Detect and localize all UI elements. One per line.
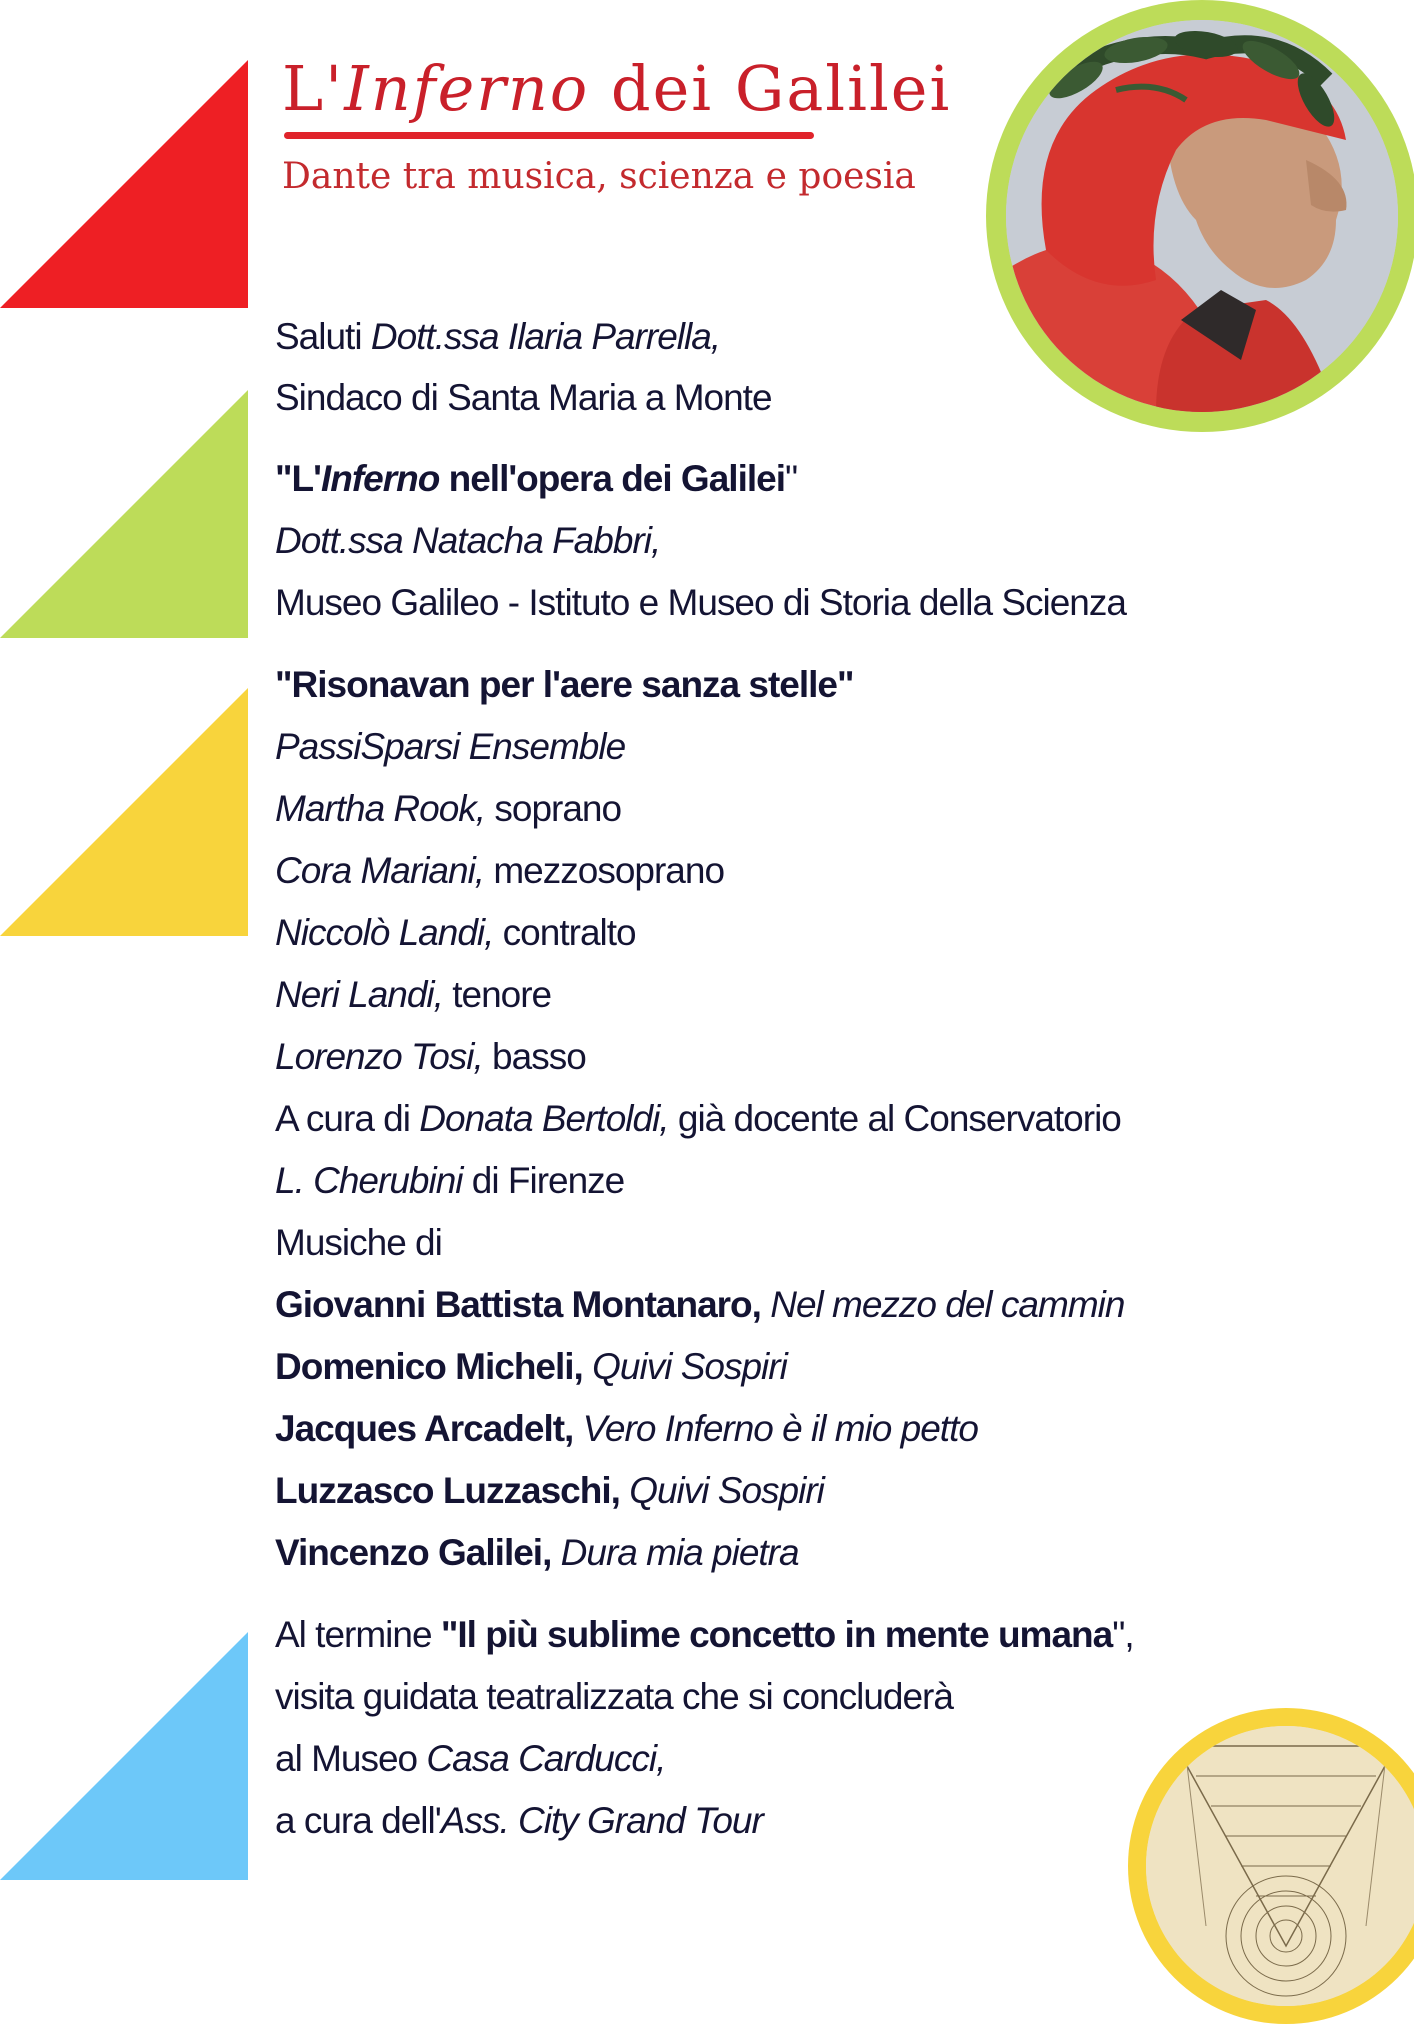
tour-museum-line: al Museo Casa Carducci, (275, 1738, 666, 1779)
greeting-section (275, 306, 1275, 428)
tour-organizer-line: a cura dell'Ass. City Grand Tour (275, 1800, 763, 1841)
concert-section (275, 654, 1275, 1584)
mayor-role: Sindaco di Santa Maria a Monte (275, 377, 772, 418)
conservatory-line: L. Cherubini di Firenze (275, 1160, 625, 1201)
program-content (275, 306, 1275, 1872)
blue-triangle-decoration (0, 1632, 248, 1880)
tour-section (275, 1604, 1275, 1852)
piece-item: Vincenzo Galilei, Dura mia pietra (275, 1532, 799, 1573)
red-triangle-decoration (0, 60, 248, 308)
talk-title: "L'Inferno nell'opera dei Galilei" (275, 458, 798, 499)
talk-speaker: Dott.ssa Natacha Fabbri, (275, 520, 661, 561)
music-label: Musiche di (275, 1222, 442, 1263)
title-underline (284, 132, 814, 139)
performer: Cora Mariani, mezzosoprano (275, 850, 725, 891)
mayor-name: Dott.ssa Ilaria Parrella, (370, 316, 721, 357)
curator-line: A cura di Donata Bertoldi, già docente al Conservatorio (275, 1098, 1121, 1139)
page-subtitle: Dante tra musica, scienza e poesia (282, 156, 916, 197)
performer: Neri Landi, tenore (275, 974, 552, 1015)
talk-affiliation: Museo Galileo - Istituto e Museo di Storia della Scienza (275, 582, 1126, 623)
green-triangle-decoration (0, 390, 248, 638)
piece-item: Jacques Arcadelt, Vero Inferno è il mio petto (275, 1408, 978, 1449)
talk-section (275, 448, 1275, 634)
greeting-line: Saluti Dott.ssa Ilaria Parrella, (275, 316, 721, 357)
yellow-triangle-decoration (0, 688, 248, 936)
piece-item: Domenico Micheli, Quivi Sospiri (275, 1346, 787, 1387)
tour-title-line: Al termine "Il più sublime concetto in mente umana", (275, 1614, 1134, 1655)
piece-item: Giovanni Battista Montanaro, Nel mezzo del cammin (275, 1284, 1125, 1325)
piece-item: Luzzasco Luzzaschi, Quivi Sospiri (275, 1470, 824, 1511)
ensemble-name: PassiSparsi Ensemble (275, 726, 626, 767)
performer: Niccolò Landi, contralto (275, 912, 636, 953)
performer: Martha Rook, soprano (275, 788, 622, 829)
page-title: L'Inferno dei Galilei (282, 52, 952, 125)
concert-title: "Risonavan per l'aere sanza stelle" (275, 664, 854, 705)
performer: Lorenzo Tosi, basso (275, 1036, 586, 1077)
tour-description: visita guidata teatralizzata che si concluderà (275, 1676, 953, 1717)
